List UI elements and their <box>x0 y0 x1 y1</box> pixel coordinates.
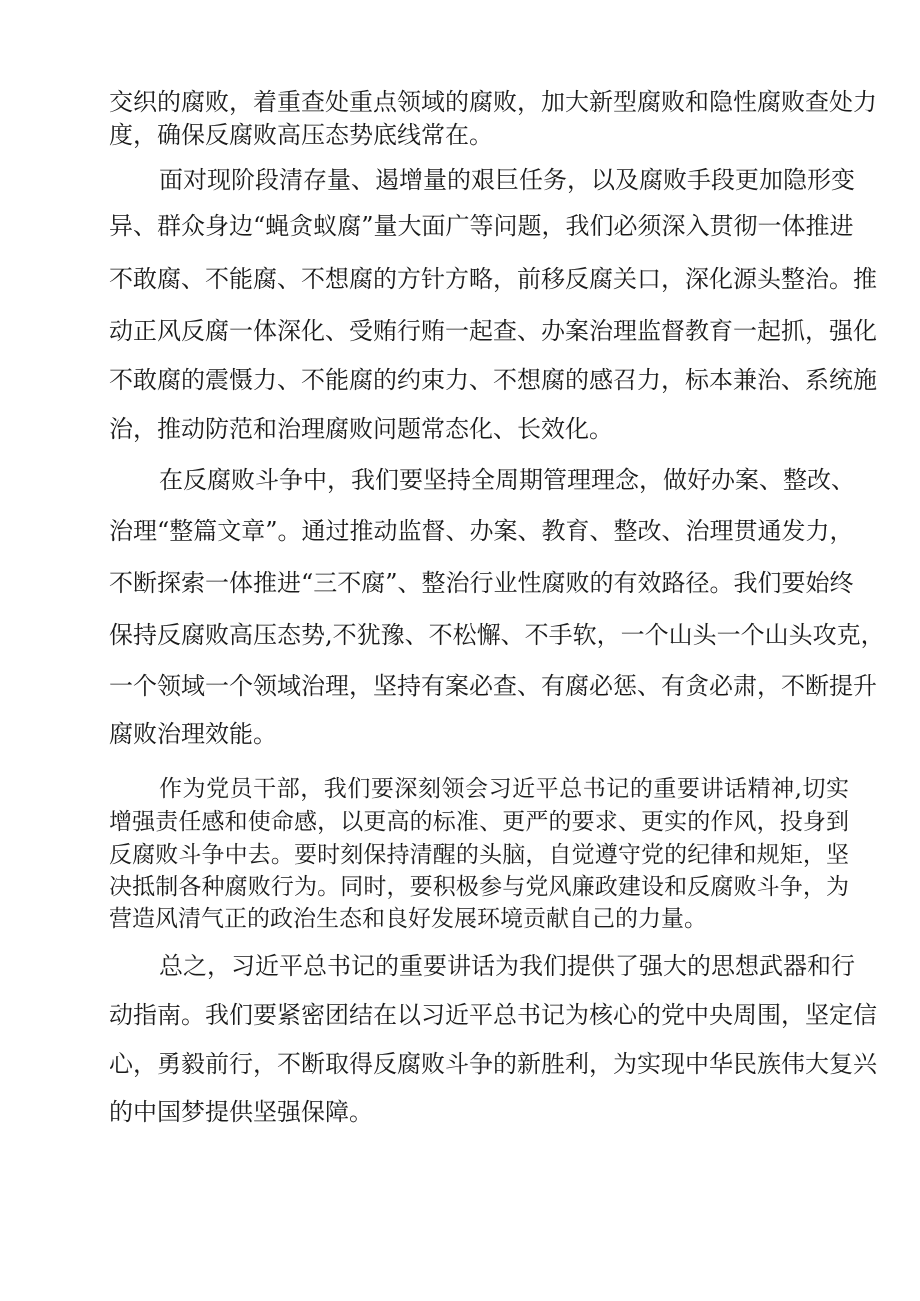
text-line: 一个领域一个领域治理，坚持有案必查、有腐必惩、有贪必肃，不断提升 <box>109 672 877 700</box>
text-line: 动正风反腐一体深化、受贿行贿一起查、办案治理监督教育一起抓，强化 <box>109 317 877 345</box>
text-line: 面对现阶段清存量、遏增量的艰巨任务，以及腐败手段更加隐形变 <box>159 166 855 194</box>
text-line: 在反腐败斗争中，我们要坚持全周期管理理念，做好办案、整改、 <box>159 466 855 494</box>
text-line: 增强责任感和使命感，以更高的标准、更严的要求、更实的作风，投身到 <box>109 809 849 835</box>
text-line: 作为党员干部，我们要深刻领会习近平总书记的重要讲话精神,切实 <box>159 776 849 802</box>
text-line: 总之，习近平总书记的重要讲话为我们提供了强大的思想武器和行 <box>159 952 855 980</box>
text-line: 保持反腐败高压态势,不犹豫、不松懈、不手软，一个山头一个山头攻克， <box>109 621 885 649</box>
text-line: 的中国梦提供坚强保障。 <box>109 1098 373 1126</box>
text-line: 心，勇毅前行，不断取得反腐败斗争的新胜利，为实现中华民族伟大复兴 <box>109 1050 877 1078</box>
text-line: 不断探索一体推进“三不腐”、整治行业性腐败的有效路径。我们要始终 <box>109 569 854 597</box>
text-line: 异、群众身边“蝇贪蚁腐”量大面广等问题，我们必须深入贯彻一体推进 <box>109 212 854 240</box>
text-line: 腐败治理效能。 <box>109 720 277 748</box>
text-line: 不敢腐的震慑力、不能腐的约束力、不想腐的感召力，标本兼治、系统施 <box>109 366 877 394</box>
text-line: 反腐败斗争中去。要时刻保持清醒的头脑，自觉遵守党的纪律和规矩，坚 <box>109 842 849 868</box>
text-line: 不敢腐、不能腐、不想腐的方针方略，前移反腐关口，深化源头整治。推 <box>109 265 877 293</box>
text-line: 动指南。我们要紧密团结在以习近平总书记为核心的党中央周围，坚定信 <box>109 1001 877 1029</box>
text-line: 治理“整篇文章”。通过推动监督、办案、教育、整改、治理贯通发力， <box>109 517 854 545</box>
text-line: 决抵制各种腐败行为。同时，要积极参与党风廉政建设和反腐败斗争，为 <box>109 874 849 900</box>
text-line: 度，确保反腐败高压态势底线常在。 <box>109 121 493 149</box>
text-line: 营造风清气正的政治生态和良好发展环境贡献自己的力量。 <box>109 906 707 932</box>
text-line: 交织的腐败，着重查处重点领域的腐败，加大新型腐败和隐性腐败查处力 <box>109 88 877 116</box>
text-line: 治，推动防范和治理腐败问题常态化、长效化。 <box>109 415 613 443</box>
